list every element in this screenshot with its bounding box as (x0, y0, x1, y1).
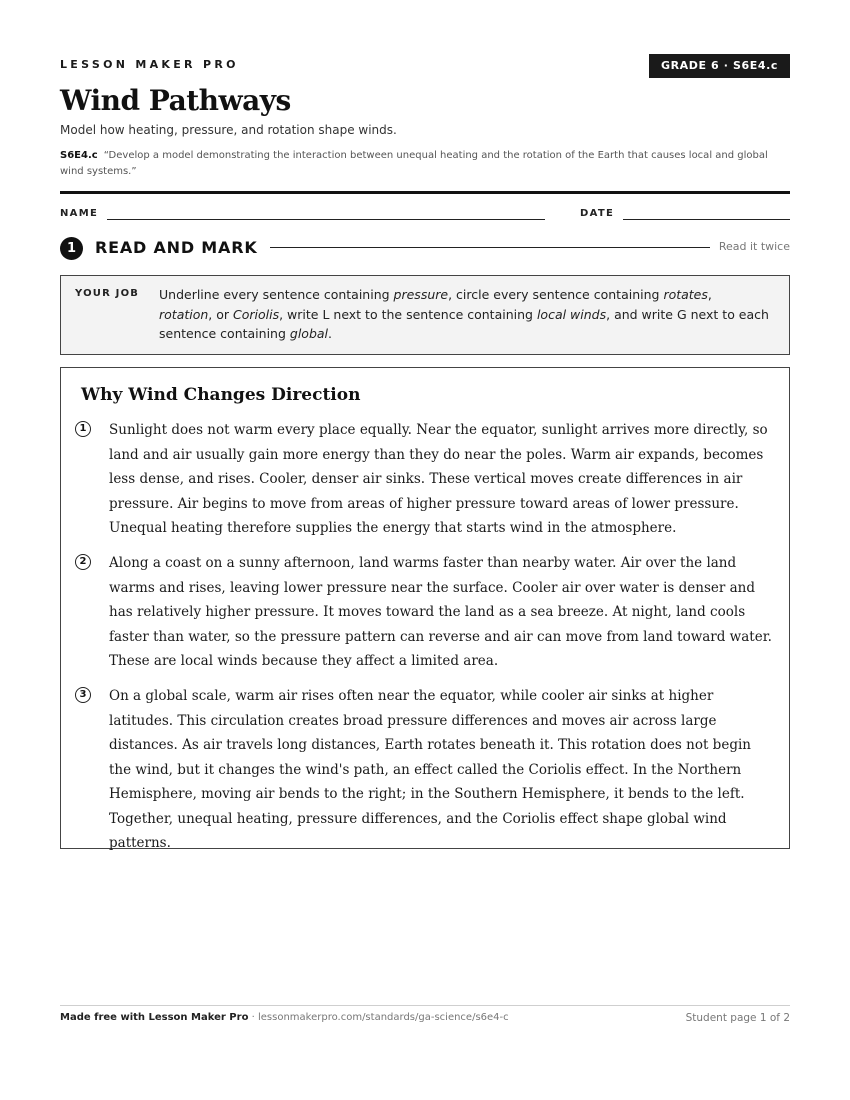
job-keyword-pressure: pressure (393, 287, 449, 302)
grade-standard-badge: GRADE 6 · S6E4.c (649, 54, 790, 78)
job-text-part: , (707, 287, 712, 302)
job-text-part: , or (208, 306, 234, 322)
footer-divider (60, 1005, 790, 1006)
footer-page-number: Student page 1 of 2 (685, 1012, 790, 1024)
paragraph-number-1: 1 (75, 421, 91, 437)
job-keyword-rotates: rotates (663, 287, 708, 302)
job-text-part: , and write G next to each sentence containing (159, 306, 769, 341)
job-text-part: Underline every sentence containing (159, 287, 394, 302)
date-label: DATE (580, 208, 615, 219)
standard-statement (60, 148, 790, 180)
job-keyword-global: global (289, 326, 329, 341)
section-hint: Read it twice (718, 240, 790, 253)
standard-text: “Develop a model demonstrating the interaction between unequal heating and the rotation of the Earth that causes local and global wind systems.” (60, 150, 768, 177)
page-title: Wind Pathways (60, 84, 291, 117)
job-text-part: , circle every sentence containing (448, 287, 664, 302)
reading-passage-box (60, 367, 790, 849)
brand-name: LESSON MAKER PRO (60, 58, 239, 71)
job-text-part: . (328, 326, 332, 341)
job-keyword-local-winds: local winds (536, 306, 607, 322)
job-keyword-coriolis: Coriolis (233, 306, 280, 322)
header-divider (60, 191, 790, 194)
section-divider (270, 247, 710, 248)
reading-title: Why Wind Changes Direction (81, 385, 361, 405)
job-keyword-rotation: rotation (159, 306, 209, 322)
date-field-line[interactable] (623, 219, 790, 220)
footer-credit (60, 1012, 509, 1023)
footer-url: · lessonmakerpro.com/standards/ga-science/s6e4-c (248, 1012, 509, 1023)
name-label: NAME (60, 208, 99, 219)
standard-code: S6E4.c (60, 150, 98, 161)
page-subtitle: Model how heating, pressure, and rotation shape winds. (60, 123, 397, 137)
name-field-line[interactable] (107, 219, 545, 220)
instructions-text (159, 285, 769, 344)
paragraph-text-3: On a global scale, warm air rises often near the equator, while cooler air sinks at higher latitudes. This circulation creates broad pressure differences and moves air across large distances. As air travels long distances, Earth rotates beneath it. This rotation does not begin the wind, but it changes the wind's path, an effect called the Coriolis effect. In the Northern Hemisphere, moving air bends to the right; in the Southern Hemisphere, it bends to the left. Together, unequal heating, pressure differences, and the Coriolis effect shape global wind patterns. (109, 688, 751, 851)
paragraph-text-1: Sunlight does not warm every place equally. Near the equator, sunlight arrives more directly, so land and air usually gain more energy than they do near the poles. Warm air expands, becomes less dense, and rises. Cooler, denser air sinks. These vertical moves create differences in air pressure. Air begins to move from areas of higher pressure toward areas of lower pressure. Unequal heating therefore supplies the energy that starts wind in the atmosphere. (109, 422, 768, 536)
paragraph-number-2: 2 (75, 554, 91, 570)
section-number-badge: 1 (60, 237, 83, 260)
paragraph-number-3: 3 (75, 687, 91, 703)
footer-made-with: Made free with Lesson Maker Pro (60, 1012, 249, 1023)
job-text-part: , write L next to the sentence containing (279, 306, 537, 322)
section-title: READ AND MARK (95, 238, 258, 257)
instructions-label: YOUR JOB (75, 288, 140, 299)
instructions-box (60, 275, 790, 355)
paragraph-text-2: Along a coast on a sunny afternoon, land warms faster than nearby water. Air over the land warms and rises, leaving lower pressure near the surface. Cooler air over water is denser and has relatively higher pressure. It moves toward the land as a sea breeze. At night, land cools faster than water, so the pressure pattern can reverse and air can move from land toward water. These are local winds because they affect a limited area. (109, 555, 772, 669)
